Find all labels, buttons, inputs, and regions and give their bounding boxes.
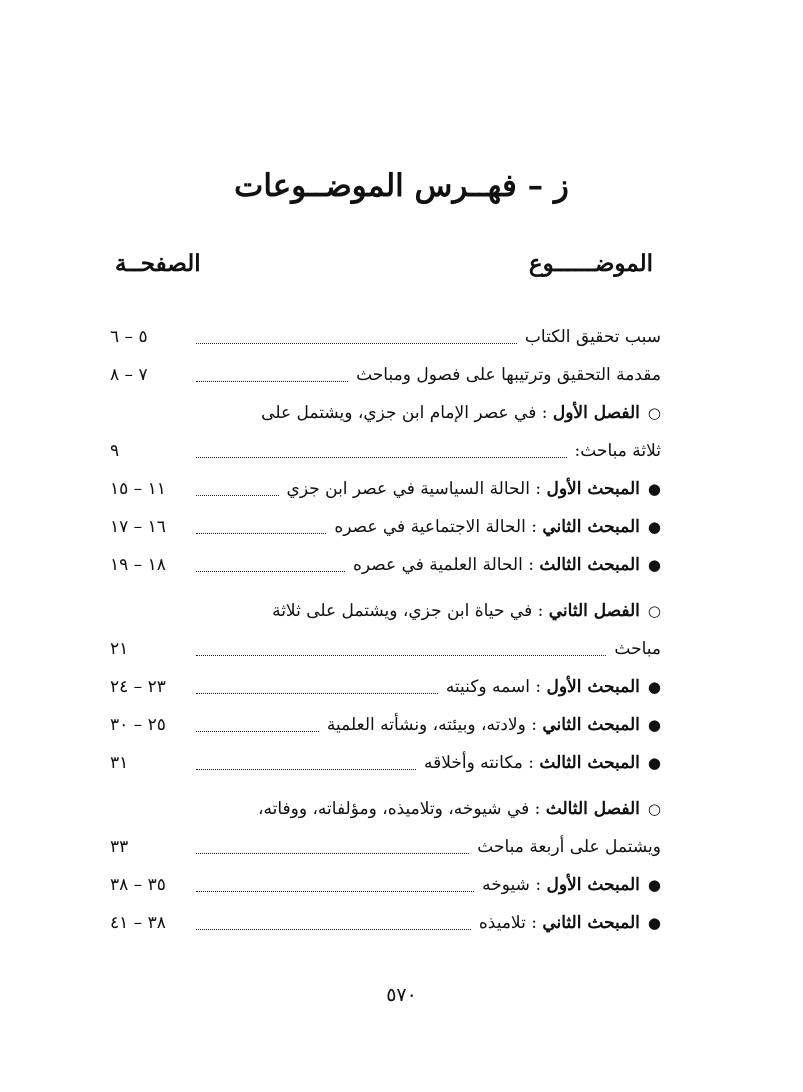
- toc-entry-title: : شيوخه: [482, 875, 547, 895]
- toc-entry-title: : في عصر الإمام ابن جزي، ويشتمل على: [261, 403, 553, 423]
- circle-icon: ○: [647, 404, 661, 422]
- toc-entry-page: ٣٥ – ٣٨: [110, 875, 166, 895]
- toc-entry-heading: المبحث الثاني: [542, 913, 640, 933]
- toc-entry: [0, 828, 803, 866]
- toc-entry-page: ٢١: [110, 639, 129, 659]
- bullet-icon: ●: [647, 480, 661, 498]
- toc-entry-text: [525, 327, 661, 347]
- toc-entry-title: : الحالة العلمية في عصره: [353, 555, 540, 575]
- toc-entry: [0, 706, 803, 744]
- bullet-icon: ●: [647, 716, 661, 734]
- toc-entry-text: [287, 479, 661, 499]
- toc-entry: [0, 668, 803, 706]
- toc-entry-page: ٧ – ٨: [110, 365, 148, 385]
- toc-entry: [0, 744, 803, 782]
- toc-entry-text: [327, 715, 661, 735]
- toc-entry-title: : مكانته وأخلاقه: [423, 753, 540, 773]
- toc-entry-text: [479, 913, 661, 933]
- circle-icon: ○: [647, 800, 661, 818]
- dot-leader: [196, 381, 348, 382]
- toc-list: [0, 318, 803, 942]
- dot-leader: [196, 571, 345, 572]
- page-number: ٥٧٠: [386, 984, 417, 1006]
- toc-entry-title: : تلاميذه: [478, 913, 543, 933]
- dot-leader: [196, 929, 471, 930]
- topic-column-header: الموضــــــوع: [528, 250, 653, 277]
- toc-entry-text: [614, 639, 661, 659]
- toc-entry-heading: المبحث الأول: [546, 875, 640, 895]
- toc-entry-title: : الحالة الاجتماعية في عصره: [334, 517, 543, 537]
- toc-entry-title: مقدمة التحقيق وترتيبها على فصول ومباحث: [356, 365, 661, 385]
- toc-entry-text: [356, 365, 661, 385]
- toc-entry: [0, 508, 803, 546]
- dot-leader: [196, 853, 469, 854]
- toc-entry-text: [446, 677, 661, 697]
- page-column-header: الصفحــة: [115, 250, 201, 277]
- toc-entry: [0, 592, 803, 630]
- toc-entry-page: ٣١: [110, 753, 129, 773]
- toc-entry-title: : في حياة ابن جزي، ويشتمل على ثلاثة: [272, 601, 549, 621]
- toc-entry-title: سبب تحقيق الكتاب: [524, 327, 661, 347]
- toc-entry-title: مباحث: [614, 639, 661, 659]
- toc-entry-text: [477, 837, 661, 857]
- toc-entry: [0, 356, 803, 394]
- toc-entry-page: ٢٣ – ٢٤: [110, 677, 166, 697]
- toc-entry-text: [353, 555, 661, 575]
- toc-entry-heading: المبحث الأول: [546, 677, 640, 697]
- toc-entry: [0, 790, 803, 828]
- toc-entry-title: : في شيوخه، وتلاميذه، ومؤلفاته، ووفاته،: [257, 799, 546, 819]
- bullet-icon: ●: [647, 876, 661, 894]
- toc-entry-heading: الفصل الثاني: [548, 601, 640, 621]
- page-title: ز – فهــرس الموضــوعات: [234, 168, 569, 204]
- toc-entry-text: [258, 799, 661, 819]
- toc-entry-title: : اسمه وكنيته: [445, 677, 547, 697]
- toc-entry-text: [261, 403, 661, 423]
- toc-entry-heading: المبحث الثاني: [542, 517, 640, 537]
- toc-entry: [0, 394, 803, 432]
- dot-leader: [196, 655, 606, 656]
- dot-leader: [196, 731, 319, 732]
- toc-entry-page: ٢٥ – ٣٠: [110, 715, 166, 735]
- toc-entry-heading: الفصل الثالث: [545, 799, 640, 819]
- circle-icon: ○: [647, 602, 661, 620]
- toc-entry-page: ١٦ – ١٧: [110, 517, 166, 537]
- dot-leader: [196, 891, 474, 892]
- toc-entry: [0, 318, 803, 356]
- bullet-icon: ●: [647, 754, 661, 772]
- toc-entry-title: : الحالة السياسية في عصر ابن جزي: [286, 479, 547, 499]
- bullet-icon: ●: [647, 556, 661, 574]
- toc-entry-text: [272, 601, 661, 621]
- toc-entry-page: ٣٨ – ٤١: [110, 913, 166, 933]
- toc-entry-title: ثلاثة مباحث:: [574, 441, 661, 461]
- toc-entry-heading: المبحث الأول: [546, 479, 640, 499]
- dot-leader: [196, 693, 438, 694]
- toc-entry: [0, 546, 803, 584]
- toc-entry-heading: المبحث الثالث: [539, 555, 640, 575]
- toc-entry-title: : ولادته، وبيئته، ونشأته العلمية: [326, 715, 543, 735]
- dot-leader: [196, 495, 279, 496]
- dot-leader: [196, 457, 567, 458]
- toc-entry-title: ويشتمل على أربعة مباحث: [477, 837, 661, 857]
- toc-entry: [0, 432, 803, 470]
- bullet-icon: ●: [647, 678, 661, 696]
- toc-entry: [0, 904, 803, 942]
- toc-entry: [0, 470, 803, 508]
- toc-entry-text: [575, 441, 661, 461]
- toc-entry-page: ١١ – ١٥: [110, 479, 166, 499]
- toc-entry: [0, 630, 803, 668]
- toc-entry-page: ٩: [110, 441, 120, 461]
- dot-leader: [196, 769, 416, 770]
- toc-entry-heading: المبحث الثالث: [539, 753, 640, 773]
- toc-entry: [0, 866, 803, 904]
- toc-entry-text: [482, 875, 661, 895]
- bullet-icon: ●: [647, 914, 661, 932]
- toc-entry-text: [424, 753, 661, 773]
- toc-entry-page: ٣٣: [110, 837, 129, 857]
- toc-entry-page: ٥ – ٦: [110, 327, 148, 347]
- toc-entry-text: [334, 517, 661, 537]
- toc-entry-page: ١٨ – ١٩: [110, 555, 166, 575]
- bullet-icon: ●: [647, 518, 661, 536]
- toc-entry-heading: المبحث الثاني: [542, 715, 640, 735]
- toc-entry-heading: الفصل الأول: [552, 403, 640, 423]
- dot-leader: [196, 533, 326, 534]
- dot-leader: [196, 343, 517, 344]
